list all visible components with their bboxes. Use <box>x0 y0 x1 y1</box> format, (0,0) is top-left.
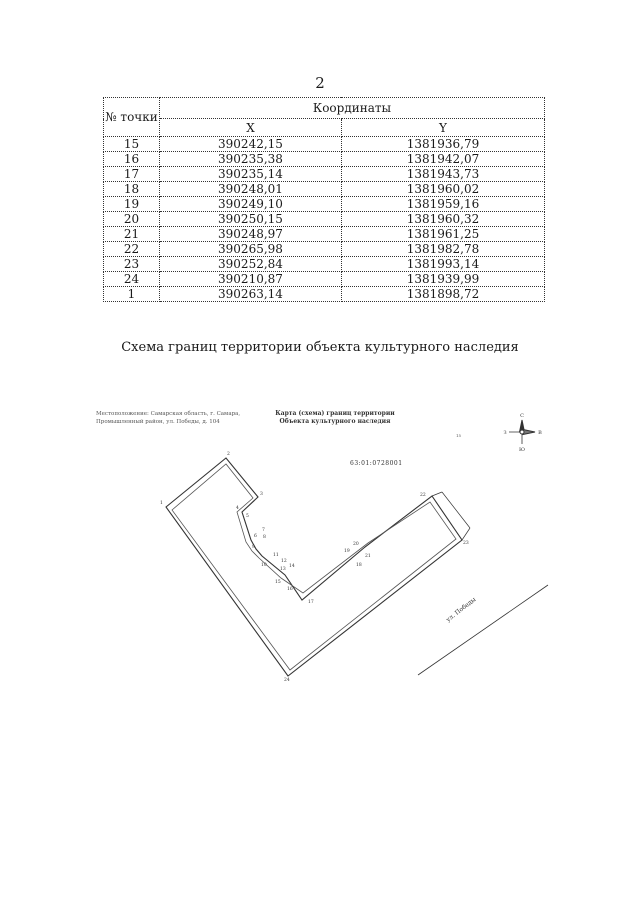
header-x: X <box>160 119 342 137</box>
cell-y: 1381898,72 <box>341 287 544 302</box>
point-label: 19 <box>344 549 350 554</box>
point-label: 15 <box>275 580 281 585</box>
cell-point: 18 <box>104 182 160 197</box>
point-label: 20 <box>353 542 359 547</box>
point-label: 24 <box>284 678 290 683</box>
cell-x: 390210,87 <box>160 272 342 287</box>
cell-y: 1381936,79 <box>341 137 544 152</box>
point-label: 17 <box>308 600 314 605</box>
cell-y: 1381993,14 <box>341 257 544 272</box>
cell-point: 22 <box>104 242 160 257</box>
cadastral-number: 63:01:0728001 <box>350 460 403 467</box>
cell-point: 19 <box>104 197 160 212</box>
cell-y: 1381942,07 <box>341 152 544 167</box>
point-label: 11 <box>273 553 279 558</box>
compass-north: С <box>520 413 524 419</box>
cell-x: 390248,97 <box>160 227 342 242</box>
point-label: 3 <box>260 492 263 497</box>
point-label: 10 <box>261 563 267 568</box>
cell-y: 1381961,25 <box>341 227 544 242</box>
point-label: 16 <box>287 587 293 592</box>
point-label: 14 <box>289 564 295 569</box>
point-label: 21 <box>365 554 371 559</box>
cell-y: 1381960,02 <box>341 182 544 197</box>
cell-y: 1381959,16 <box>341 197 544 212</box>
point-label: 22 <box>420 493 426 498</box>
compass-south: Ю <box>519 447 525 453</box>
cell-x: 390263,14 <box>160 287 342 302</box>
cell-x: 390265,98 <box>160 242 342 257</box>
cell-y: 1381943,73 <box>341 167 544 182</box>
cell-y: 1381960,32 <box>341 212 544 227</box>
cell-x: 390248,01 <box>160 182 342 197</box>
map-title-line-2: Объекта культурного наследия <box>279 418 391 425</box>
dimension-tick-top <box>432 492 442 496</box>
point-label: 8 <box>263 535 266 540</box>
map-address-line-2: Промышленный район, ул. Победы, д. 104 <box>96 419 220 425</box>
point-label: 23 <box>463 541 469 546</box>
header-point-number: № точки <box>104 98 160 137</box>
point-label: 9 <box>252 545 255 550</box>
scheme-title: Схема границ территории объекта культурного наследия <box>121 340 519 355</box>
map-title-line-1: Карта (схема) границ территории <box>275 410 395 417</box>
cell-point: 20 <box>104 212 160 227</box>
point-label: 6 <box>254 534 257 539</box>
compass-west: З <box>503 430 507 436</box>
dimension-tick-bottom <box>462 528 470 540</box>
point-label: 18 <box>356 563 362 568</box>
cell-y: 1381982,78 <box>341 242 544 257</box>
point-label: 5 <box>246 514 249 519</box>
territory-boundary-outer <box>166 458 462 676</box>
page-number: 2 <box>315 74 325 92</box>
cell-point: 1 <box>104 287 160 302</box>
cell-point: 21 <box>104 227 160 242</box>
compass-icon <box>509 420 535 444</box>
header-coordinates: Координаты <box>160 98 545 119</box>
map-address-line-1: Местоположение: Самарская область, г. Самара, <box>96 411 241 417</box>
point-label: 7 <box>262 528 265 533</box>
cell-point: 23 <box>104 257 160 272</box>
header-y: Y <box>341 119 544 137</box>
point-label: 1 <box>160 501 163 506</box>
point-label: 4 <box>236 506 239 511</box>
street-label: ул. Победы <box>444 596 478 624</box>
point-label: 2 <box>227 452 230 457</box>
cell-y: 1381939,99 <box>341 272 544 287</box>
point-label: 13 <box>280 567 286 572</box>
cell-x: 390250,15 <box>160 212 342 227</box>
cell-x: 390242,15 <box>160 137 342 152</box>
cell-point: 24 <box>104 272 160 287</box>
cell-point: 15 <box>104 137 160 152</box>
cell-x: 390235,14 <box>160 167 342 182</box>
point-label: 12 <box>281 559 287 564</box>
compass-east: В <box>538 430 542 436</box>
territory-boundary-inner <box>172 464 456 670</box>
cell-point: 16 <box>104 152 160 167</box>
cell-x: 390252,84 <box>160 257 342 272</box>
dimension-line <box>442 492 470 528</box>
small-mark: 15 <box>456 433 462 438</box>
street-edge <box>418 585 548 675</box>
cell-x: 390235,38 <box>160 152 342 167</box>
cell-point: 17 <box>104 167 160 182</box>
cell-x: 390249,10 <box>160 197 342 212</box>
